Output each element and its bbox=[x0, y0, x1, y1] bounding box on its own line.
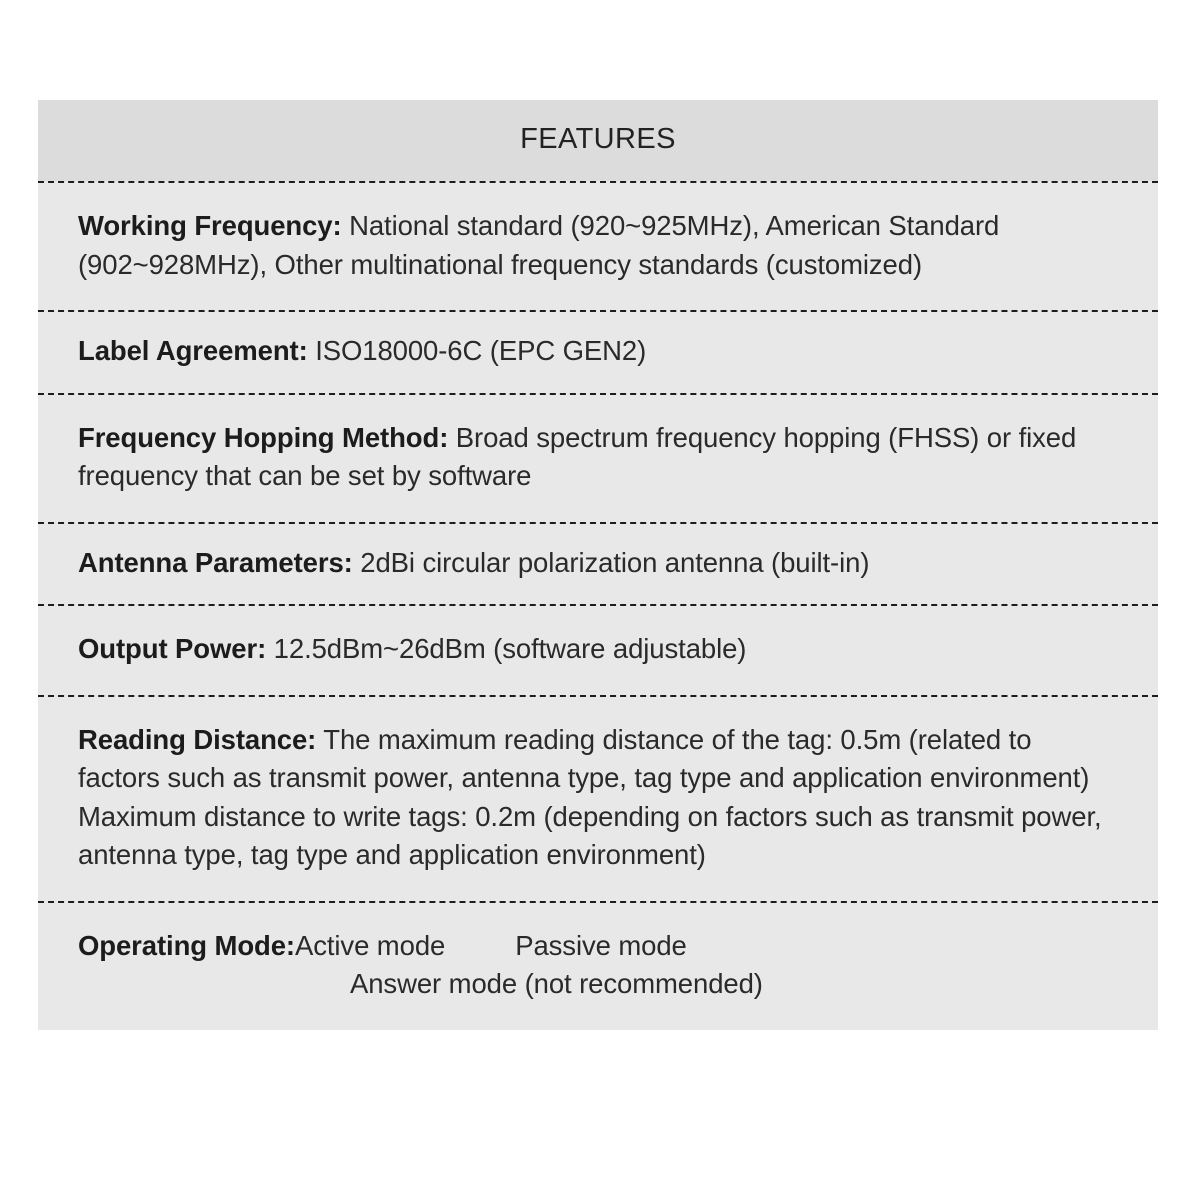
spec-value-operating-mode-answer: Answer mode (not recommended) bbox=[350, 968, 763, 999]
spec-value-label-agreement: ISO18000-6C (EPC GEN2) bbox=[307, 335, 647, 366]
table-row-operating-mode bbox=[38, 903, 1158, 1030]
spec-value-output-power: 12.5dBm~26dBm (software adjustable) bbox=[266, 633, 747, 664]
spec-line bbox=[78, 332, 1118, 371]
spec-value-frequency-hopping-method: Broad spectrum frequency hopping (FHSS) or fixed frequency that can be set by software bbox=[78, 421, 1077, 491]
table-row-output-power bbox=[38, 606, 1158, 695]
table-row-label-agreement bbox=[38, 312, 1158, 393]
spec-line bbox=[78, 927, 1118, 966]
spec-line bbox=[78, 419, 1118, 496]
spec-value-operating-mode-passive: Passive mode bbox=[515, 929, 687, 961]
spec-line bbox=[78, 207, 1118, 284]
spec-label-output-power: Output Power: bbox=[78, 633, 267, 664]
spec-line bbox=[78, 721, 1118, 798]
table-row-reading-distance bbox=[38, 697, 1158, 901]
spec-line-secondary bbox=[78, 798, 1118, 875]
spec-value-reading-distance-write: Maximum distance to write tags: 0.2m (depending on factors such as transmit power, antenna type, tag type and application environment) bbox=[78, 800, 1102, 870]
spec-label-antenna-parameters: Antenna Parameters: bbox=[78, 546, 353, 578]
spec-label-working-frequency: Working Frequency: bbox=[78, 210, 342, 241]
spec-label-operating-mode: Operating Mode: bbox=[78, 929, 295, 961]
table-header-features: FEATURES bbox=[38, 100, 1158, 181]
spec-line-secondary bbox=[78, 965, 1118, 1004]
spec-value-working-frequency: National standard (920~925MHz), American Standard (902~928MHz), Other multinational frequency standards (customized) bbox=[78, 210, 1000, 280]
table-row-working-frequency bbox=[38, 183, 1158, 310]
spec-value-operating-mode-active: Active mode bbox=[294, 929, 446, 961]
spec-line bbox=[78, 630, 1118, 669]
spec-label-label-agreement: Label Agreement: bbox=[78, 335, 308, 366]
features-spec-table bbox=[38, 100, 1158, 1030]
spec-value-antenna-parameters: 2dBi circular polarization antenna (built-in) bbox=[352, 546, 870, 578]
spec-label-frequency-hopping-method: Frequency Hopping Method: bbox=[78, 421, 449, 453]
spec-label-reading-distance: Reading Distance: bbox=[78, 723, 317, 755]
table-row-frequency-hopping-method bbox=[38, 395, 1158, 522]
spec-value-reading-distance: The maximum reading distance of the tag: 0.5m (related to factors such as transmit power, antenna type, tag type and application environment) bbox=[78, 723, 1090, 793]
table-row-antenna-parameters bbox=[38, 524, 1158, 605]
spec-line bbox=[78, 544, 1118, 583]
